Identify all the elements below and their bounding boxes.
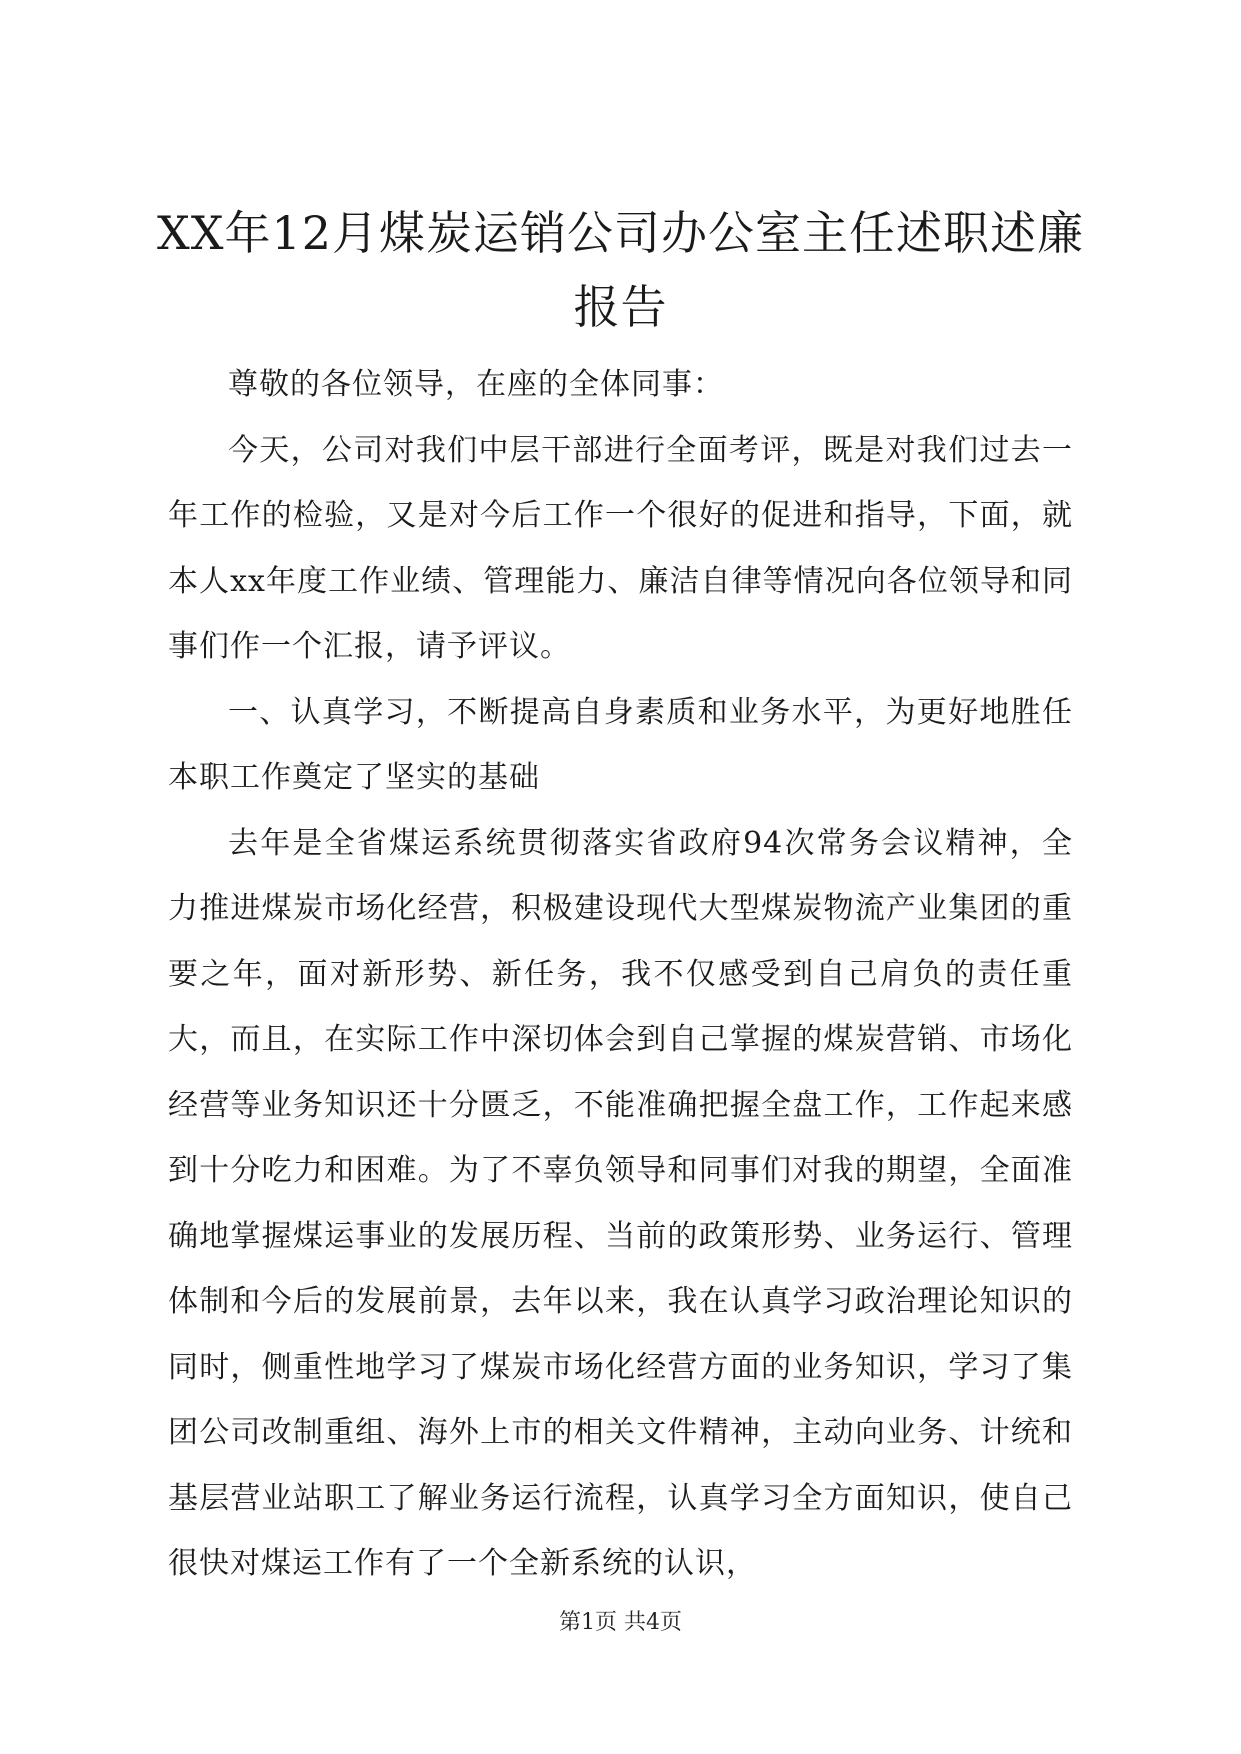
salutation-paragraph: 尊敬的各位领导，在座的全体同事： (228, 367, 724, 402)
intro-paragraph: 今天，公司对我们中层干部进行全面考评，既是对我们过去一年工作的检验，又是对今后工作一个很好的促进和指导，下面，就本人xx年度工作业绩、管理能力、廉洁自律等情况向各位领导和同事们作一个汇报，请予评议。 (168, 432, 1073, 664)
document-body (168, 352, 1073, 1597)
page-footer: 第1页 共4页 (559, 1610, 682, 1635)
section-heading-1: 一、认真学习，不断提高自身素质和业务水平，为更好地胜任本职工作奠定了坚实的基础 (168, 694, 1073, 795)
document-title: XX年12月煤炭运销公司办公室主任述职述廉报告 (156, 206, 1085, 334)
body-paragraph: 去年是全省煤运系统贯彻落实省政府94次常务会议精神，全力推进煤炭市场化经营，积极建设现代大型煤炭物流产业集团的重要之年，面对新形势、新任务，我不仅感受到自己肩负的责任重大，而且，在实际工作中深切体会到自己掌握的煤炭营销、市场化经营等业务知识还十分匮乏，不能准确把握全盘工作，工作起来感到十分吃力和困难。为了不辜负领导和同事们对我的期望，全面准确地掌握煤运事业的发展历程、当前的政策形势、业务运行、管理体制和今后的发展前景，去年以来，我在认真学习政治理论知识的同时，侧重性地学习了煤炭市场化经营方面的业务知识，学习了集团公司改制重组、海外上市的相关文件精神，主动向业务、计统和基层营业站职工了解业务运行流程，认真学习全方面知识，使自己很快对煤运工作有了一个全新系统的认识， (168, 825, 1073, 1581)
